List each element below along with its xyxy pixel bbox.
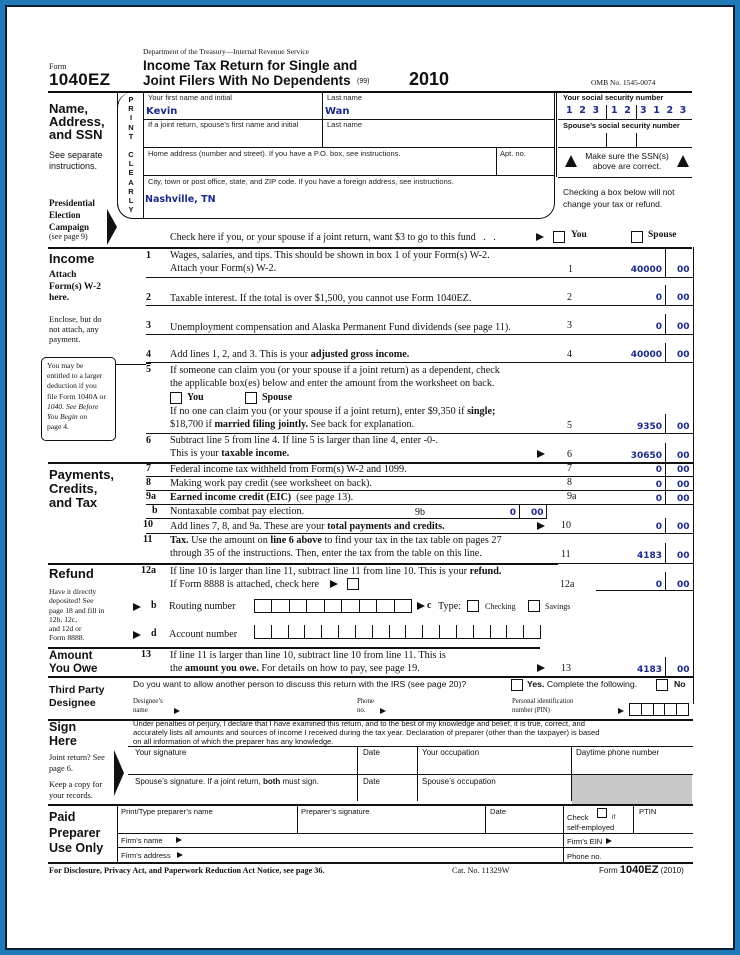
form-title-line1: Income Tax Return for Single and <box>143 58 358 73</box>
firm-name-arrow-icon <box>176 837 182 843</box>
spouse-first-name-label: If a joint return, spouse’s first name and initial <box>148 120 299 129</box>
line-12a-number: 12a <box>141 565 156 576</box>
line-1-text: Wages, salaries, and tips. This should be shown in box 1 of your Form(s) W-2. <box>170 250 490 261</box>
check-label: Check <box>567 813 589 822</box>
line-5-spouse-label: Spouse <box>262 392 293 403</box>
line-11-text-2: through 35 of the instructions. Then, enter the tax from the table on this line. <box>170 548 482 559</box>
note-line: instructions. <box>49 161 98 171</box>
election-question: Check here if you, or your spouse if a joint return, want $3 to go to this fund . . <box>170 232 496 243</box>
omb-number: OMB No. 1545-0074 <box>591 78 656 87</box>
checking-label: Checking <box>485 602 516 611</box>
designee-phone-arrow-icon <box>380 708 386 714</box>
line-1-cents[interactable]: 00 <box>677 265 690 275</box>
line-6-text: Subtract line 5 from line 4. If line 5 is larger than line 4, enter -0-. <box>170 435 439 446</box>
line-10-cents[interactable]: 00 <box>677 522 690 532</box>
line-9a-dollars[interactable]: 0 <box>655 494 662 504</box>
tax-year: 2010 <box>409 69 450 89</box>
address-row-rule <box>143 175 555 176</box>
designee-top-rule <box>48 676 693 678</box>
ssn-group-3[interactable]: 3 1 2 3 <box>640 105 687 116</box>
checking-checkbox[interactable] <box>467 600 479 612</box>
line-9b-text: Nontaxable combat pay election. <box>170 506 305 517</box>
account-number-label: Account number <box>169 629 238 640</box>
ssn-warning: Make sure the SSN(s) above are correct. <box>585 151 669 171</box>
line-12a-text: If line 10 is larger than line 11, subtract line 11 from line 10. This is your refund. <box>170 566 502 577</box>
line-5-dollars[interactable]: 9350 <box>636 422 662 432</box>
line-11-cents[interactable]: 00 <box>677 551 690 561</box>
spouse-ssn-field[interactable] <box>560 132 690 146</box>
election-heading: Presidential Election Campaign <box>49 198 95 232</box>
savings-checkbox[interactable] <box>528 600 540 612</box>
line-9b-number: b <box>152 505 158 516</box>
line-5-text-4: $18,700 if married filing jointly. See back for explanation. <box>170 419 415 430</box>
cents-divider <box>665 257 666 277</box>
cents-divider <box>665 490 666 504</box>
line-4-box: 4 <box>567 349 572 360</box>
firm-address-label: Firm’s address <box>121 851 171 860</box>
print-clearly-divider <box>143 92 144 219</box>
city-field[interactable]: Nashville, TN <box>145 194 216 205</box>
spouse-last-name-label: Last name <box>327 120 363 129</box>
preparer-sig-divider <box>297 804 298 833</box>
preparer-name-field[interactable] <box>120 817 295 831</box>
line-13-number: 13 <box>141 649 151 660</box>
firm-ein-field[interactable] <box>616 834 691 847</box>
savings-label: Savings <box>545 602 571 611</box>
line-10-arrow-icon <box>537 522 545 530</box>
designee-pin-label: Personal identification number (PIN) <box>512 698 574 714</box>
designee-pin-arrow-icon <box>618 708 624 714</box>
line-13-dollars[interactable]: 4183 <box>636 665 662 675</box>
line-12a-text-2: If Form 8888 is attached, check here <box>170 579 320 590</box>
line-12a-cents[interactable]: 00 <box>677 580 690 590</box>
line-2-box: 2 <box>567 292 572 303</box>
refund-top-rule-right <box>558 563 693 564</box>
cents-divider <box>665 543 666 563</box>
designee-phone-field[interactable] <box>390 700 500 714</box>
preparer-top-rule <box>48 804 693 806</box>
line-13-box: 13 <box>561 663 571 674</box>
election-arrow-icon <box>536 233 544 241</box>
preparer-name-label: Print/Type preparer’s name <box>121 807 213 816</box>
last-name-label: Last name <box>327 93 363 102</box>
callout-connector <box>116 364 146 365</box>
line-9a-cents[interactable]: 00 <box>677 494 690 504</box>
line-10-text: Add lines 7, 8, and 9a. These are your total payments and credits. <box>170 521 445 532</box>
line-5-number: 5 <box>146 364 151 375</box>
line-6-box: 6 <box>567 449 572 460</box>
note-line: See separate <box>49 150 103 160</box>
line-12b-number: b <box>151 600 157 611</box>
refund-heading: Refund <box>49 566 94 581</box>
line-11-text: Tax. Use the amount on line 6 above to find your tax in the tax table on pages 27 <box>170 535 502 546</box>
check-if-label: if <box>612 814 616 821</box>
disclosure-notice: For Disclosure, Privacy Act, and Paperwork Reduction Act Notice, see page 36. <box>49 866 325 875</box>
line-5-text-2: the applicable box(es) below and enter the amount from the worksheet on back. <box>170 378 495 389</box>
preparer-date-field[interactable] <box>488 817 560 831</box>
apt-divider <box>496 147 497 175</box>
line-9b-box: 9b <box>415 507 425 518</box>
phone-no-label: Phone no. <box>567 852 602 861</box>
amount-column-border <box>693 247 694 704</box>
apt-field[interactable] <box>500 159 550 175</box>
designee-yes-label: Yes. Complete the following. <box>527 679 638 689</box>
line-4-text: Add lines 1, 2, and 3. This is your adjusted gross income. <box>170 349 410 360</box>
daytime-phone-label: Daytime phone number <box>576 748 660 757</box>
amount-owe-heading: Amount You Owe <box>49 650 98 675</box>
election-spouse-label: Spouse <box>648 230 677 240</box>
election-you-checkbox[interactable] <box>553 231 565 243</box>
department-label: Department of the Treasury—Internal Revenue Service <box>143 47 309 56</box>
last-name-field[interactable]: Wan <box>325 106 350 117</box>
heading-line: and SSN <box>49 127 103 142</box>
apt-label: Apt. no. <box>500 149 526 158</box>
attach-w2-note: Attach Form(s) W-2 here. <box>49 270 101 303</box>
line-3-box: 3 <box>567 320 572 331</box>
line-3-rule <box>146 334 693 335</box>
line-8-dollars[interactable]: 0 <box>655 480 662 490</box>
spouse-occupation-label: Spouse’s occupation <box>422 777 496 786</box>
cents-divider <box>665 476 666 490</box>
line-11-dollars[interactable]: 4183 <box>636 551 662 561</box>
firm-name-label: Firm’s name <box>121 836 163 845</box>
line-12a-rule <box>596 590 693 591</box>
line-9b-cents[interactable]: 00 <box>531 508 544 518</box>
ssn-divider-1 <box>606 105 607 119</box>
form-title-line2: Joint Filers With No Dependents <box>143 73 351 88</box>
spouse-first-name-field[interactable] <box>148 130 318 146</box>
line-6-dollars[interactable]: 30650 <box>630 451 662 461</box>
cents-divider <box>665 443 666 463</box>
line-2-dollars[interactable]: 0 <box>655 293 662 303</box>
refund-deposit-note: Have it directly deposited! See page 18 and fill in 12b, 12c, and 12d or Form 8888. <box>49 587 105 643</box>
shaded-phone-cell <box>572 775 692 804</box>
sign-row-top-rule <box>128 746 693 747</box>
election-see-page: (see page 9) <box>49 232 88 241</box>
your-occupation-field[interactable] <box>420 758 568 774</box>
line-7-number: 7 <box>146 463 151 474</box>
line-5-cents[interactable]: 00 <box>677 422 690 432</box>
ptin-divider <box>633 804 634 833</box>
spouse-ssn-rule <box>558 147 692 148</box>
designee-name-field[interactable] <box>185 700 345 714</box>
line-13-text-2: the amount you owe. For details on how to pay, see page 19. <box>170 663 420 674</box>
date-label-1: Date <box>363 748 380 757</box>
line-2-number: 2 <box>146 292 151 303</box>
self-employed-label: self-employed <box>567 823 615 832</box>
city-label: City, town or post office, state, and ZIP code. If you have a foreign address, see instructions. <box>148 177 454 186</box>
preparer-phone-field[interactable] <box>605 848 691 861</box>
your-signature-label: Your signature <box>135 748 187 757</box>
cents-divider <box>665 285 666 305</box>
line-8-number: 8 <box>146 477 151 488</box>
preparer-signature-field[interactable] <box>300 817 482 831</box>
line-9a-number: 9a <box>146 491 156 502</box>
designee-name-arrow-icon <box>174 708 180 714</box>
line-6-text-2: This is your taxable income. <box>170 448 290 459</box>
election-you-label: You <box>571 230 587 240</box>
routing-number-label: Routing number <box>169 601 236 612</box>
line-2-cents[interactable]: 00 <box>677 293 690 303</box>
checking-note: Checking a box below will not change your tax or refund. <box>563 187 675 209</box>
first-name-field[interactable]: Kevin <box>146 106 178 117</box>
ssn-group-2[interactable]: 1 2 <box>611 105 631 116</box>
line-6-number: 6 <box>146 435 151 446</box>
line-13-arrow-icon <box>537 664 545 672</box>
line-9a-text: Earned income credit (EIC) (see page 13). <box>170 492 354 503</box>
spouse-signature-field[interactable] <box>133 787 355 800</box>
designee-phone-label: Phone no. <box>357 698 374 714</box>
first-name-label: Your first name and initial <box>148 93 232 102</box>
line-5-text: If someone can claim you (or your spouse if a joint return) as a dependent, check <box>170 365 500 376</box>
designee-question: Do you want to allow another person to discuss this return with the IRS (see page 20)? <box>133 679 467 689</box>
firm-name-field[interactable] <box>186 834 560 847</box>
line-9b-dollars[interactable]: 0 <box>509 508 516 518</box>
cents-divider <box>665 314 666 334</box>
line-11-box: 11 <box>561 549 571 560</box>
designee-heading: Third Party Designee <box>49 684 105 709</box>
line-5-you-checkbox[interactable] <box>170 392 182 404</box>
line-10-number: 10 <box>143 519 153 530</box>
line-12a-box: 12a <box>560 579 575 590</box>
line-5-you-label: You <box>187 392 204 403</box>
form-number: 1040EZ <box>49 70 111 89</box>
cents-divider <box>665 343 666 363</box>
line-12b-arrow-icon <box>133 603 141 611</box>
cents-divider <box>665 462 666 477</box>
spouse-occupation-field[interactable] <box>420 787 568 800</box>
designee-name-label: Designee’s name <box>133 698 163 714</box>
line-4-cents[interactable]: 00 <box>677 350 690 360</box>
line-3-cents[interactable]: 00 <box>677 322 690 332</box>
line-6-arrow-icon <box>537 450 545 458</box>
your-date-field[interactable] <box>360 758 415 774</box>
spouse-row-rule <box>143 147 555 148</box>
footer-form-id: Form 1040EZ (2010) <box>599 864 684 876</box>
line-9b-box-end <box>546 504 547 518</box>
line-1-dollars[interactable]: 40000 <box>630 265 662 275</box>
cents-divider <box>665 414 666 434</box>
income-heading: Income <box>49 251 95 266</box>
line-9a-box: 9a <box>567 491 577 502</box>
form-8888-arrow-icon <box>330 580 338 588</box>
sign-here-heading: Sign Here <box>49 720 77 748</box>
ssn-divider-2 <box>636 105 637 119</box>
line-8-box: 8 <box>567 477 572 488</box>
ssn-warning-rule <box>558 177 692 178</box>
line-1-number: 1 <box>146 250 151 261</box>
election-pointer-icon <box>107 209 117 245</box>
line-1-box: 1 <box>568 264 573 275</box>
sign-pointer-icon <box>114 750 124 796</box>
routing-number-field[interactable] <box>254 599 412 613</box>
see-instructions-note <box>49 150 103 172</box>
line-4-dollars[interactable]: 40000 <box>630 350 662 360</box>
home-address-label: Home address (number and street). If you have a P.O. box, see instructions. <box>148 149 401 158</box>
cents-divider <box>665 518 666 533</box>
account-type-label: Type: <box>438 601 462 612</box>
spouse-date-field[interactable] <box>360 787 415 800</box>
form-8888-checkbox[interactable] <box>347 578 359 590</box>
line-7-dollars[interactable]: 0 <box>655 465 662 475</box>
spouse-signature-label: Spouse’s signature. If a joint return, both must sign. <box>135 777 319 786</box>
payments-heading: Payments, Credits, and Tax <box>49 467 115 510</box>
line-4-number: 4 <box>146 349 151 360</box>
line-5-spouse-checkbox[interactable] <box>245 392 257 404</box>
firm-ein-arrow-icon <box>606 838 612 844</box>
line-5-box: 5 <box>567 420 572 431</box>
daytime-phone-field[interactable] <box>574 758 690 774</box>
ptin-label: PTIN <box>639 807 657 816</box>
heading-line: Name, <box>49 101 89 116</box>
spouse-last-name-field[interactable] <box>327 130 552 146</box>
name-section-heading <box>49 102 105 141</box>
cents-divider-top <box>665 247 666 257</box>
print-clearly-label: P R I N T C L E A R L Y <box>128 95 134 215</box>
line-2-rule <box>146 305 693 306</box>
preparer-date-label: Date <box>490 807 507 816</box>
line-12d-number: d <box>151 628 157 639</box>
firm-address-arrow-icon <box>177 852 183 858</box>
catalog-number: Cat. No. 11329W <box>452 866 510 875</box>
line-3-number: 3 <box>146 320 151 331</box>
self-employed-checkbox[interactable] <box>597 808 607 818</box>
line-3-dollars[interactable]: 0 <box>655 322 662 332</box>
keep-copy-note: Keep a copy for your records. <box>49 780 103 800</box>
line-8-text: Making work pay credit (see worksheet on back). <box>170 478 372 489</box>
account-number-field[interactable] <box>254 625 541 639</box>
your-signature-field[interactable] <box>133 758 355 774</box>
line-12d-arrow-icon <box>133 631 141 639</box>
line-12c-arrow-icon <box>417 602 425 610</box>
line-7-cents[interactable]: 00 <box>677 465 690 475</box>
footer-top-rule <box>48 862 693 864</box>
line-5-text-3: If no one can claim you (or your spouse if a joint return), enter $9,350 if single; <box>170 406 496 417</box>
form-label: Form <box>49 62 67 71</box>
line-7-box: 7 <box>567 463 572 474</box>
line-11-number: 11 <box>143 534 153 545</box>
enclose-note: Enclose, but do not attach, any payment. <box>49 314 102 344</box>
line-10-dollars[interactable]: 0 <box>655 522 662 532</box>
preparer-date-divider <box>485 804 486 833</box>
ssn-rule <box>558 119 692 120</box>
line-2-text: Taxable interest. If the total is over $1,500, you cannot use Form 1040EZ. <box>170 293 472 304</box>
paid-preparer-heading: Paid Preparer Use Only <box>49 810 104 855</box>
line-6-cents[interactable]: 00 <box>677 451 690 461</box>
line-1-text-2: Attach your Form(s) W-2. <box>170 263 277 274</box>
ptin-field[interactable] <box>636 817 691 831</box>
perjury-declaration: Under penalties of perjury, I declare that I have examined this return, and to the best of my knowledge and belief, it is true, correct, and accurately lists all amounts and sources of income I received during the tax year. Declaration of preparer (other than the taxpayer) is based on all information of which the preparer has any knowledge. <box>133 719 600 746</box>
designee-yes-checkbox[interactable] <box>511 679 523 691</box>
election-spouse-checkbox[interactable] <box>631 231 643 243</box>
warning-triangle-left-icon <box>565 155 577 167</box>
line-12c-number: c <box>427 600 432 611</box>
designee-pin-field[interactable] <box>629 703 689 716</box>
line-9b-rule <box>146 518 547 519</box>
cents-divider <box>665 657 666 676</box>
date-label-2: Date <box>363 777 380 786</box>
designee-no-label: No <box>674 679 686 689</box>
line-9b-cents-divider <box>519 504 520 518</box>
line-8-cents[interactable]: 00 <box>677 480 690 490</box>
line-7-text: Federal income tax withheld from Form(s) W-2 and 1099. <box>170 464 407 475</box>
ssn-group-1[interactable]: 1 2 3 <box>566 105 600 116</box>
line-4-rule <box>146 362 693 363</box>
designee-no-checkbox[interactable] <box>656 679 668 691</box>
ssn-label: Your social security number <box>563 93 664 102</box>
heading-line: Address, <box>49 114 105 129</box>
warning-triangle-right-icon <box>677 155 689 167</box>
line-13-cents[interactable]: 00 <box>677 665 690 675</box>
home-address-field[interactable] <box>148 159 493 175</box>
ssn-panel-divider <box>556 92 557 177</box>
form-code: (99) <box>357 78 370 85</box>
line-10-box: 10 <box>561 520 571 531</box>
line-1-rule <box>146 277 693 278</box>
spouse-ssn-label: Spouse’s social security number <box>563 121 680 130</box>
line-12a-dollars[interactable]: 0 <box>655 580 662 590</box>
cents-divider <box>665 572 666 590</box>
line-13-text: If line 11 is larger than line 10, subtract line 10 from line 11. This is <box>170 650 446 661</box>
joint-return-note: Joint return? See page 6. <box>49 753 105 773</box>
preparer-signature-label: Preparer’s signature <box>301 807 370 816</box>
line-3-text: Unemployment compensation and Alaska Permanent Fund dividends (see page 11). <box>170 322 511 333</box>
your-occupation-label: Your occupation <box>422 748 480 757</box>
firm-ein-label: Firm’s EIN <box>567 837 603 846</box>
larger-deduction-callout: You may be entitled to a larger deduction if you file Form 1040A or 1040. See Before You Begin on page 4. <box>41 357 116 441</box>
firm-address-field[interactable] <box>186 848 560 861</box>
